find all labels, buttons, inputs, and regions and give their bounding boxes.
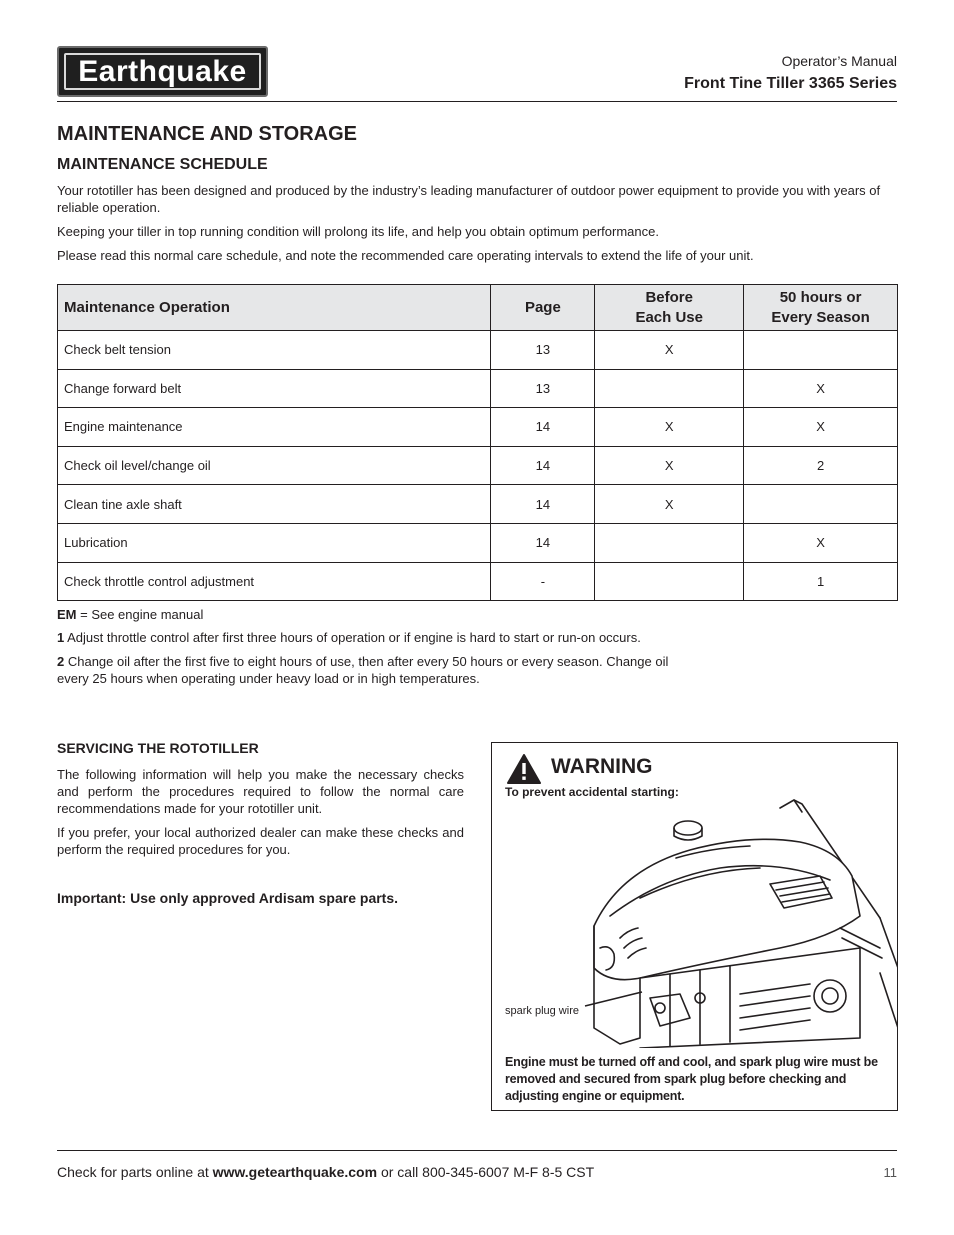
intro-paragraph: Keeping your tiller in top running condition will prolong its life, and help you obtain optimum performance.: [57, 224, 659, 239]
logo-text: Earthquake: [64, 53, 261, 90]
operation-cell: Check throttle control adjustment: [58, 562, 491, 601]
brand-logo: [57, 46, 268, 97]
page-cell: 13: [491, 369, 595, 408]
servicing-paragraph: The following information will help you make the necessary checks and perform the procedures required to follow the normal care recommendations made for your rototiller unit.: [57, 767, 464, 816]
footnote-key: EM: [57, 607, 77, 622]
before-use-cell: [595, 523, 744, 562]
footnote-key: 2: [57, 654, 65, 669]
footnote-text: Adjust throttle control after first three hours of operation or if engine is hard to start or run-on occurs.: [64, 630, 641, 645]
season-cell: 1: [744, 562, 898, 601]
before-use-cell: X: [595, 331, 744, 370]
header-line: Before: [645, 288, 693, 306]
footnote-em: [57, 606, 203, 623]
page-cell: 14: [491, 446, 595, 485]
season-cell: [744, 485, 898, 524]
before-use-cell: [595, 369, 744, 408]
page-number: 11: [883, 1165, 897, 1180]
footnote-text: Change oil after the first five to eight hours of use, then after every 50 hours or every season. Change oil: [64, 654, 669, 669]
table-row: [58, 369, 898, 408]
series-title: Front Tine Tiller 3365 Series: [684, 75, 897, 92]
operation-cell: Engine maintenance: [58, 408, 491, 447]
page-cell: 14: [491, 485, 595, 524]
intro-paragraph: Please read this normal care schedule, and note the recommended care operating intervals to extend the life of your unit.: [57, 248, 754, 263]
operation-cell: Change forward belt: [58, 369, 491, 408]
before-use-cell: [595, 562, 744, 601]
manual-label: Operator’s Manual: [781, 53, 897, 69]
page-cell: 14: [491, 408, 595, 447]
table-row: [58, 408, 898, 447]
header-line: 50 hours or: [779, 288, 862, 306]
footer-website-link[interactable]: www.getearthquake.com: [212, 1164, 378, 1180]
spark-plug-wire-callout: spark plug wire: [505, 1005, 579, 1017]
important-note: Important: Use only approved Ardisam spare parts.: [57, 890, 399, 906]
before-use-cell: X: [595, 446, 744, 485]
season-cell: 2: [744, 446, 898, 485]
section-title: MAINTENANCE AND STORAGE: [57, 123, 358, 145]
table-header-row: [58, 285, 898, 331]
footnote-1: [57, 629, 641, 646]
footnote-text: every 25 hours when operating under heavy load or in high temperatures.: [57, 671, 480, 686]
table-row: [58, 523, 898, 562]
servicing-paragraph: If you prefer, your local authorized dealer can make these checks and perform the required procedures for you.: [57, 825, 464, 857]
header-line: Every Season: [771, 308, 870, 326]
table-row: [58, 446, 898, 485]
operation-cell: Clean tine axle shaft: [58, 485, 491, 524]
column-header-operation: Maintenance Operation: [58, 285, 491, 331]
header-divider: [57, 101, 897, 102]
footnote-text: = See engine manual: [76, 607, 204, 622]
footnote-2: [57, 653, 668, 687]
maintenance-table: [57, 284, 898, 601]
warning-subtitle: To prevent accidental starting:: [505, 785, 679, 799]
schedule-heading: MAINTENANCE SCHEDULE: [57, 156, 268, 173]
header-line: Each Use: [635, 308, 703, 326]
column-header-every-season: [744, 285, 898, 331]
servicing-heading: SERVICING THE ROTOTILLER: [57, 740, 259, 756]
page-cell: 13: [491, 331, 595, 370]
season-cell: X: [744, 523, 898, 562]
warning-triangle-icon: [506, 753, 542, 785]
footer-prefix: Check for parts online at: [57, 1164, 213, 1180]
column-header-before-each-use: [595, 285, 744, 331]
table-row: [58, 562, 898, 601]
page-cell: 14: [491, 523, 595, 562]
table-row: [58, 331, 898, 370]
operation-cell: Lubrication: [58, 523, 491, 562]
intro-paragraph: Your rototiller has been designed and produced by the industry’s leading manufacturer of outdoor power equipment to provide you with years of reliable operation.: [57, 183, 881, 215]
operation-cell: Check belt tension: [58, 331, 491, 370]
table-row: [58, 485, 898, 524]
season-cell: X: [744, 408, 898, 447]
warning-title: WARNING: [551, 755, 653, 778]
season-cell: X: [744, 369, 898, 408]
operation-cell: Check oil level/change oil: [58, 446, 491, 485]
footer-divider: [57, 1150, 897, 1151]
before-use-cell: X: [595, 408, 744, 447]
before-use-cell: X: [595, 485, 744, 524]
footer-phone: or call 800-345-6007 M-F 8-5 CST: [377, 1164, 595, 1180]
column-header-page: Page: [491, 285, 595, 331]
season-cell: [744, 331, 898, 370]
engine-illustration-icon: [580, 798, 898, 1048]
footnote-key: 1: [57, 630, 65, 645]
footer-contact: [57, 1164, 594, 1180]
page-cell: -: [491, 562, 595, 601]
warning-instructions: Engine must be turned off and cool, and spark plug wire must be removed and secured from spark plug before checking and adjusting engine or equipment.: [505, 1055, 878, 1103]
warning-box: [491, 742, 898, 1111]
